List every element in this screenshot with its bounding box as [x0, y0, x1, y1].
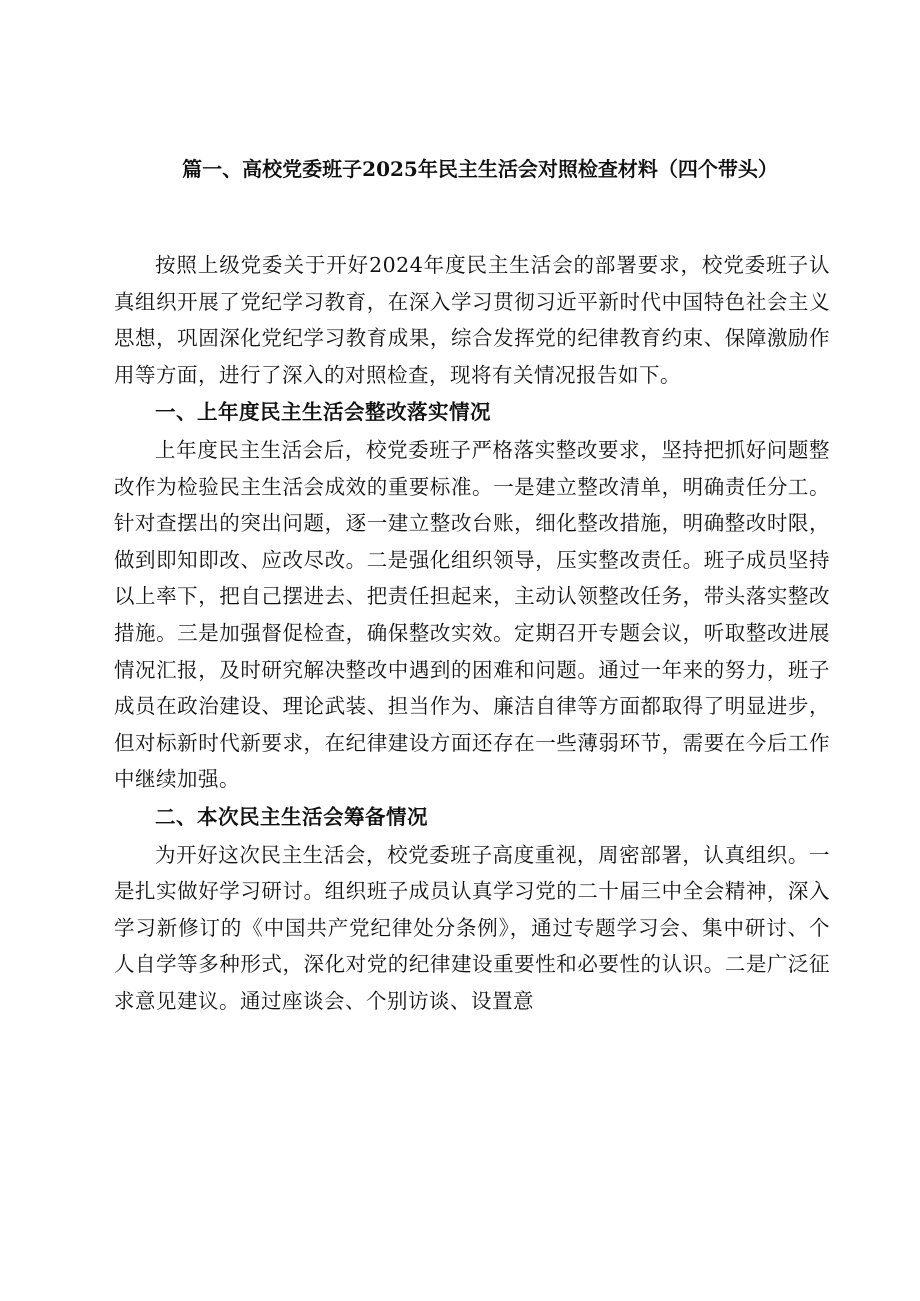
intro-paragraph: 按照上级党委关于开好2024年度民主生活会的部署要求，校党委班子认真组织开展了党纪学习教育，在深入学习贯彻习近平新时代中国特色社会主义思想，巩固深化党纪学习教育成果，综合发挥党的纪律教育约束、保障激励作用等方面，进行了深入的对照检查，现将有关情况报告如下。 [114, 253, 830, 387]
section-2-paragraph: 为开好这次民主生活会，校党委班子高度重视，周密部署，认真组织。一是扎实做好学习研讨。组织班子成员认真学习党的二十届三中全会精神，深入学习新修订的《中国共产党纪律处分条例》，通过专题学习会、集中研讨、个人自学等多种形式，深化对党的纪律建设重要性和必要性的认识。二是广泛征求意见建议。通过座谈会、个别访谈、设置意 [114, 842, 830, 1013]
document-body [114, 247, 830, 1019]
section-1-paragraph: 上年度民主生活会后，校党委班子严格落实整改要求，坚持把抓好问题整改作为检验民主生活会成效的重要标准。一是建立整改清单，明确责任分工。针对查摆出的突出问题，逐一建立整改台账，细化整改措施，明确整改时限，做到即知即改、应改尽改。二是强化组织领导，压实整改责任。班子成员坚持以上率下，把自己摆进去、把责任担起来，主动认领整改任务，带头落实整改措施。三是加强督促检查，确保整改实效。定期召开专题会议，听取整改进展情况汇报，及时研究解决整改中遇到的困难和问题。通过一年来的努力，班子成员在政治建设、理论武装、担当作为、廉洁自律等方面都取得了明显进步，但对标新时代新要求，在纪律建设方面还存在一些薄弱环节，需要在今后工作中继续加强。 [114, 437, 830, 792]
document-title: 篇一、高校党委班子2025年民主生活会对照检查材料（四个带头） [182, 157, 778, 181]
section-2-heading: 二、本次民主生活会筹备情况 [155, 804, 428, 829]
section-1-heading: 一、上年度民主生活会整改落实情况 [155, 400, 491, 425]
